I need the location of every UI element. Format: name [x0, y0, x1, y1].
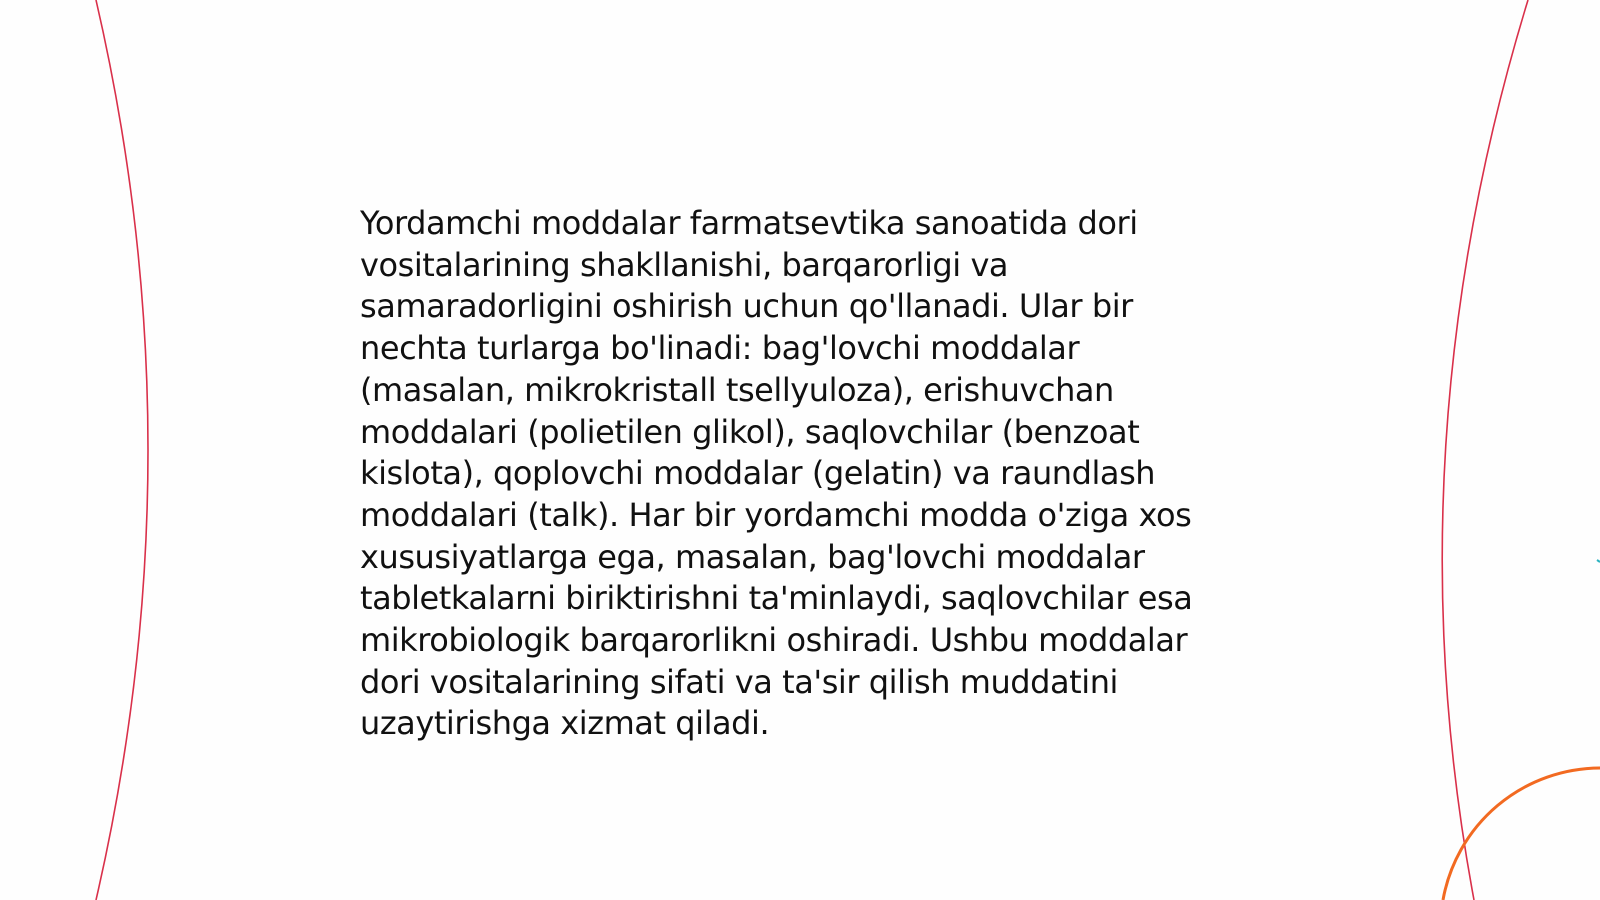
right-curve-line [1442, 0, 1528, 900]
body-paragraph: Yordamchi moddalar farmatsevtika sanoatida dori vositalarining shakllanishi, barqarorligi va samaradorligini oshirish uchun qo'llanadi. Ular bir nechta turlarga bo'linadi: bag'lovchi moddalar (masalan, mikrokristall tsellyuloza), erishuvchan moddalari (polietilen glikol), saqlovchilar (benzoat kislota), qoplovchi moddalar (gelatin) va raundlash moddalari (talk). Har bir yordamchi modda o'ziga xos xususiyatlarga ega, masalan, bag'lovchi moddalar tabletkalarni biriktirishni ta'minlaydi, saqlovchilar esa mikrobiologik barqarorlikni oshiradi. Ushbu moddalar dori vositalarining sifati va ta'sir qilish muddatini uzaytirishga xizmat qiladi. [360, 204, 1193, 743]
orange-arc [1443, 768, 1600, 900]
left-curve-line [96, 0, 148, 900]
